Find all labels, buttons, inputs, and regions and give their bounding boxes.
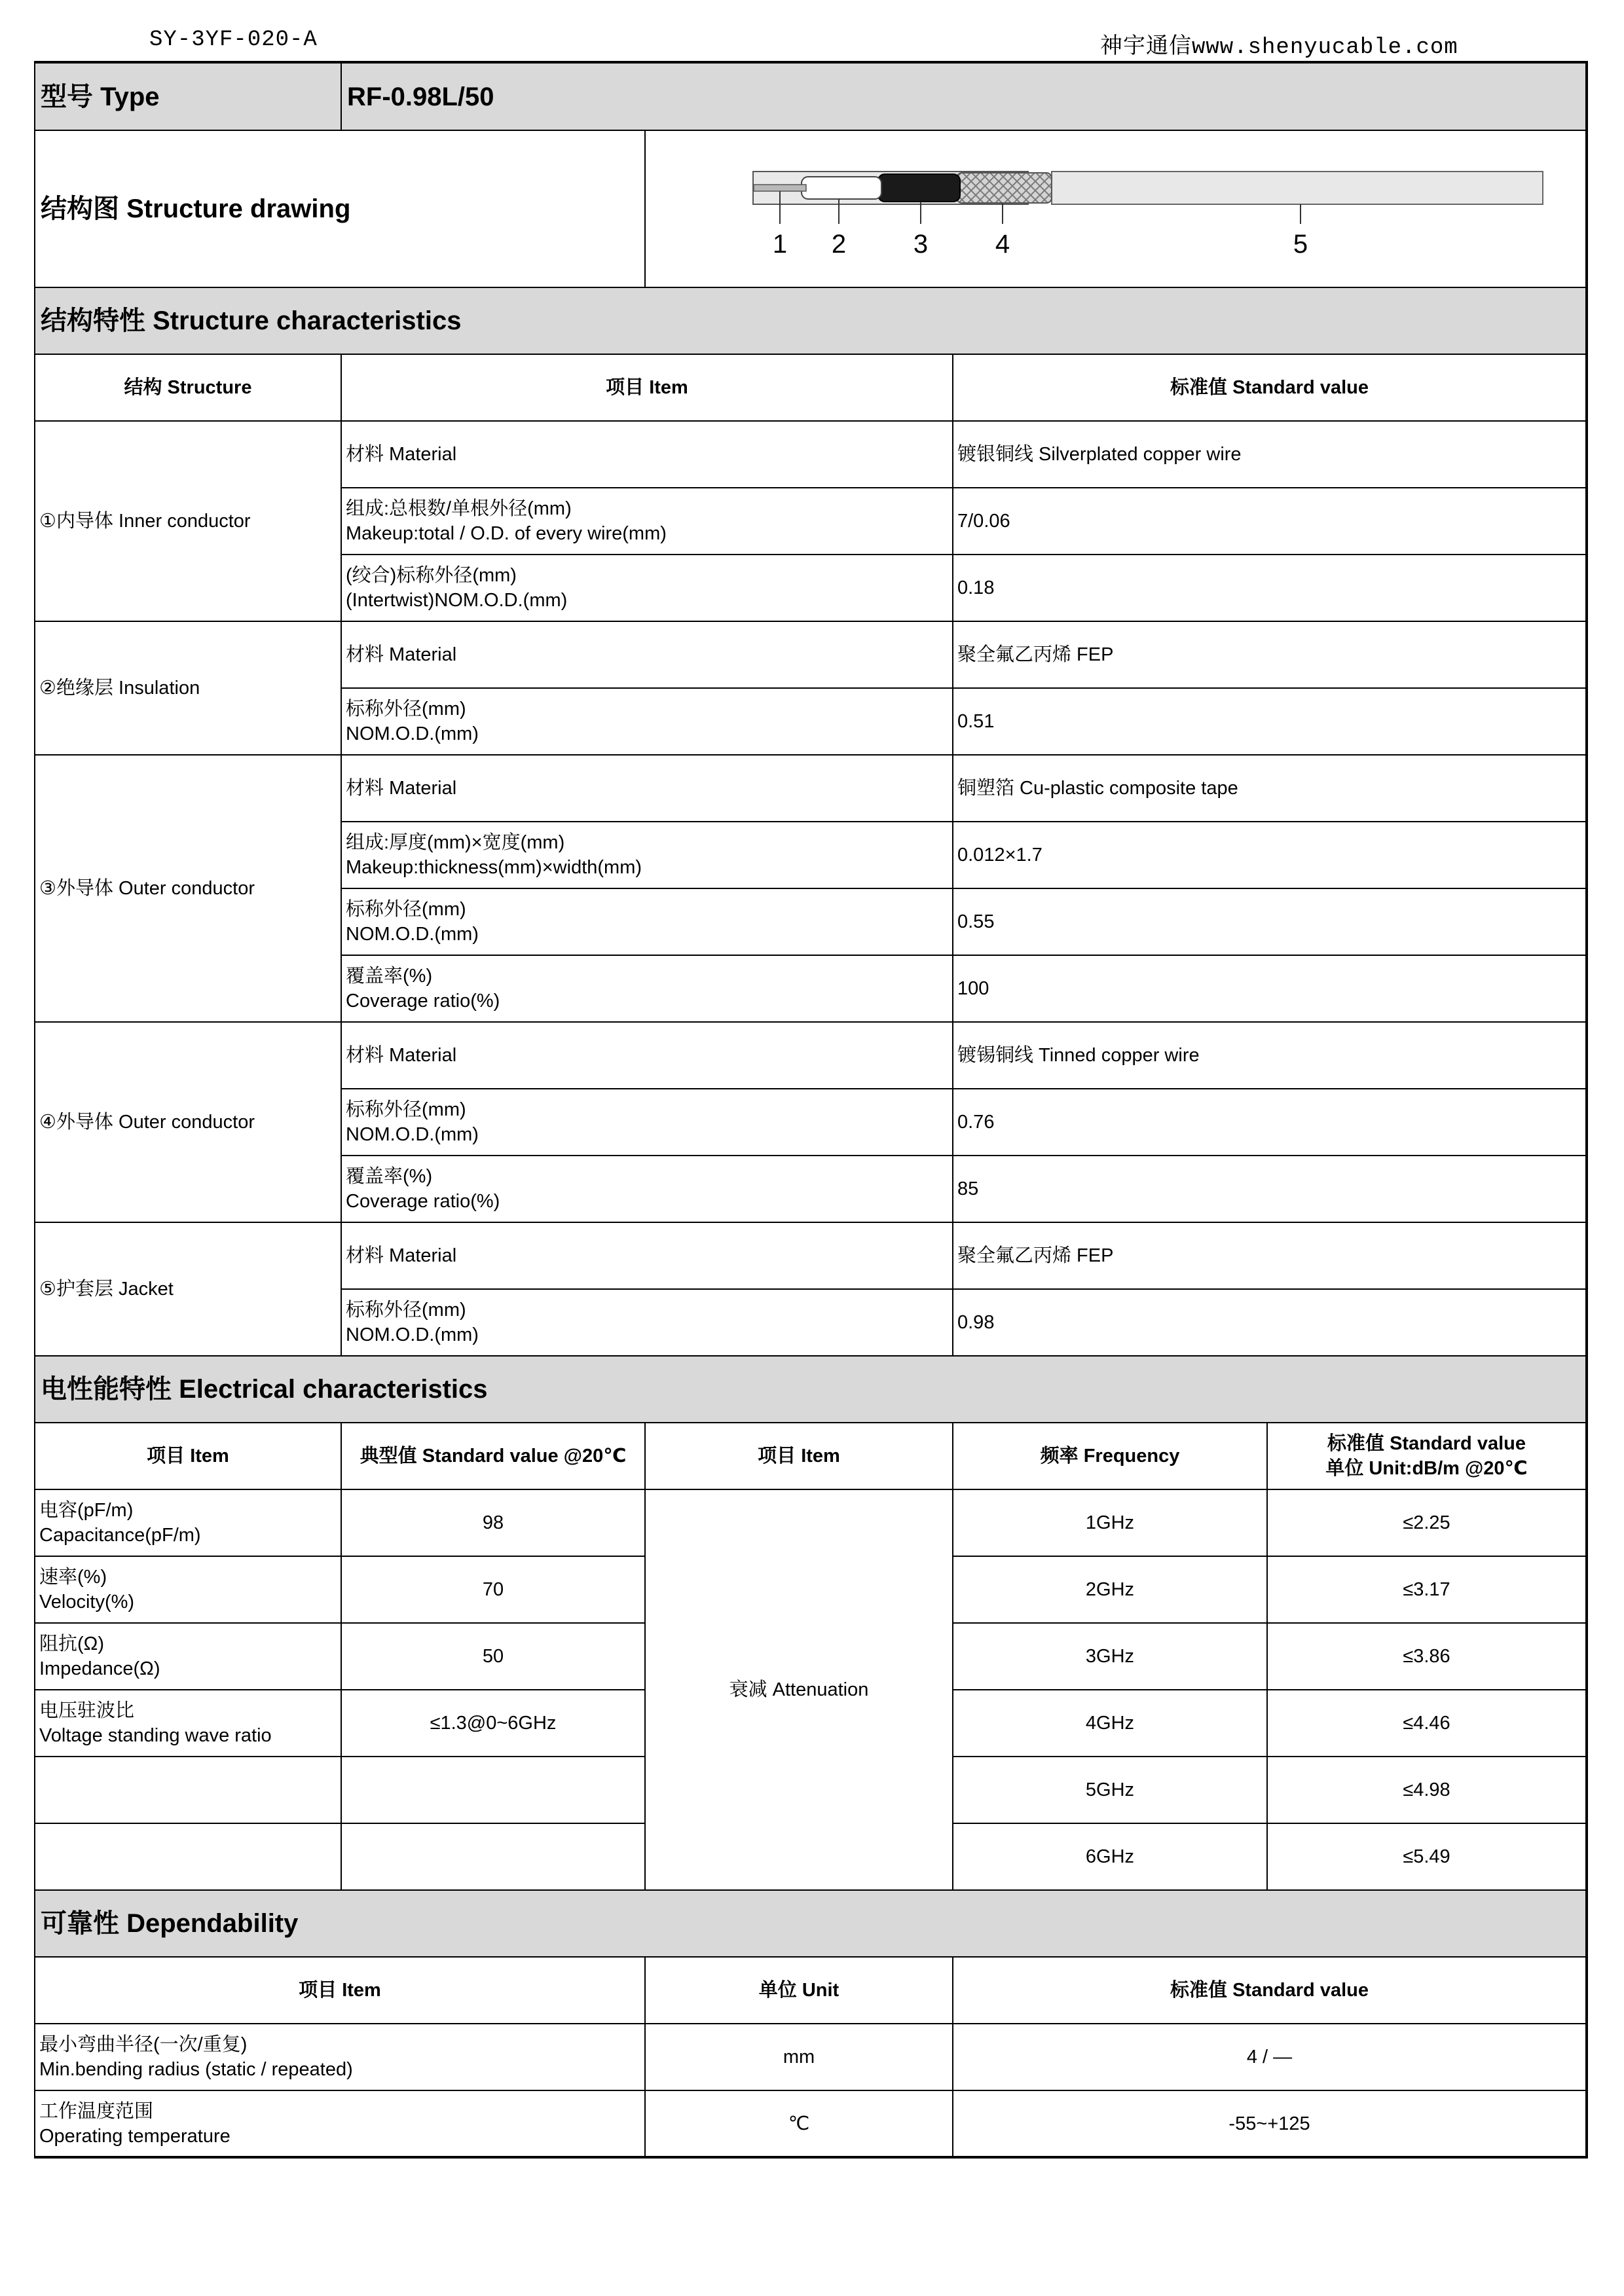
elec-parameter-line2: Capacitance(pF/m) (39, 1525, 201, 1546)
elec-parameter-line1: 电压驻波比 (39, 1700, 135, 1721)
drawing-number-5: 5 (1293, 230, 1308, 259)
cable-drawing (646, 131, 1576, 280)
structure-item (341, 421, 953, 488)
structure-item (341, 1089, 953, 1156)
dep-item-line1: 工作温度范围 (39, 2100, 154, 2122)
elec-parameter (35, 1690, 341, 1757)
structure-item (341, 1022, 953, 1089)
drawing-label: 结构图 Structure drawing (35, 130, 645, 287)
structure-item-line2: Coverage ratio(%) (346, 1191, 500, 1212)
drawing-row (35, 130, 1587, 287)
structure-header-row (35, 354, 1587, 421)
elec-attenuation-value: ≤5.49 (1267, 1823, 1587, 1890)
elec-parameter (35, 1489, 341, 1556)
type-label: 型号 Type (35, 62, 341, 130)
dep-unit-header: 单位 Unit (645, 1957, 953, 2024)
structure-item-line1: 材料 Material (346, 1045, 457, 1066)
elec-standard-header-line2: 单位 Unit:dB/m @20℃ (1325, 1458, 1528, 1479)
item-col-header: 项目 Item (341, 354, 953, 421)
structure-value: 镀银铜线 Silverplated copper wire (953, 421, 1587, 488)
elec-frequency: 3GHz (953, 1623, 1267, 1690)
elec-typical-value (341, 1823, 645, 1890)
structure-item (341, 955, 953, 1022)
braid-layer-4 (957, 173, 1052, 203)
electrical-section-row (35, 1356, 1587, 1423)
elec-parameter-line2: Velocity(%) (39, 1592, 135, 1613)
structure-item (341, 688, 953, 755)
dep-item-header: 项目 Item (35, 1957, 645, 2024)
structure-item (341, 822, 953, 888)
structure-value: 0.76 (953, 1089, 1587, 1156)
structure-section-title: 结构特性 Structure characteristics (35, 287, 1587, 354)
dep-value: -55~+125 (953, 2090, 1587, 2157)
dep-standard-header: 标准值 Standard value (953, 1957, 1587, 2024)
structure-item-line1: 标称外径(mm) (346, 699, 466, 720)
structure-row (35, 1222, 1587, 1289)
elec-frequency: 6GHz (953, 1823, 1267, 1890)
structure-value: 聚全氟乙丙烯 FEP (953, 1222, 1587, 1289)
structure-value: 0.012×1.7 (953, 822, 1587, 888)
drawing-number-1: 1 (772, 230, 788, 259)
type-row (35, 62, 1587, 130)
elec-typical-value (341, 1757, 645, 1823)
dependability-section-title: 可靠性 Dependability (35, 1890, 1587, 1957)
structure-item (341, 1156, 953, 1222)
structure-value: 镀锡铜线 Tinned copper wire (953, 1022, 1587, 1089)
structure-item-line1: 材料 Material (346, 778, 457, 799)
elec-attenuation-value: ≤4.98 (1267, 1757, 1587, 1823)
structure-section-row (35, 287, 1587, 354)
elec-typical-header: 典型值 Standard value @20℃ (341, 1423, 645, 1489)
type-value: RF-0.98L/50 (341, 62, 1587, 130)
structure-name: ④外导体 Outer conductor (35, 1022, 341, 1222)
structure-name: ②绝缘层 Insulation (35, 621, 341, 755)
structure-item-line1: 材料 Material (346, 444, 457, 465)
structure-item-line1: 标称外径(mm) (346, 899, 466, 920)
elec-typical-value: ≤1.3@0~6GHz (341, 1690, 645, 1757)
structure-name: ③外导体 Outer conductor (35, 755, 341, 1022)
structure-item (341, 488, 953, 555)
dependability-row (35, 2090, 1587, 2157)
structure-item-line2: NOM.O.D.(mm) (346, 1124, 479, 1145)
elec-parameter-line2: Impedance(Ω) (39, 1658, 160, 1679)
electrical-header-row (35, 1423, 1587, 1489)
structure-item-line1: (绞合)标称外径(mm) (346, 565, 517, 586)
elec-standard-header-line1: 标准值 Standard value (1327, 1433, 1526, 1454)
elec-typical-value: 70 (341, 1556, 645, 1623)
structure-item-line2: Makeup:thickness(mm)×width(mm) (346, 857, 642, 878)
structure-item-line1: 材料 Material (346, 1245, 457, 1266)
elec-parameter (35, 1823, 341, 1890)
structure-item-line1: 标称外径(mm) (346, 1099, 466, 1120)
structure-item-line1: 标称外径(mm) (346, 1300, 466, 1321)
structure-item (341, 1222, 953, 1289)
structure-name: ⑤护套层 Jacket (35, 1222, 341, 1356)
structure-value: 7/0.06 (953, 488, 1587, 555)
tape-layer-3 (878, 174, 960, 202)
structure-drawing (645, 130, 1587, 287)
structure-value: 85 (953, 1156, 1587, 1222)
inner-conductor-1 (754, 185, 806, 191)
structure-item-line2: NOM.O.D.(mm) (346, 924, 479, 945)
elec-typical-value: 98 (341, 1489, 645, 1556)
structure-item-line1: 组成:总根数/单根外径(mm) (346, 498, 572, 519)
dep-unit: ℃ (645, 2090, 953, 2157)
structure-item-line1: 组成:厚度(mm)×宽度(mm) (346, 832, 565, 853)
dep-item-line1: 最小弯曲半径(一次/重复) (39, 2034, 248, 2055)
elec-frequency: 4GHz (953, 1690, 1267, 1757)
structure-item-line1: 覆盖率(%) (346, 1166, 433, 1187)
structure-item-line2: NOM.O.D.(mm) (346, 723, 479, 744)
drawing-number-3: 3 (913, 230, 929, 259)
attenuation-label: 衰减 Attenuation (645, 1489, 953, 1890)
dep-value: 4 / — (953, 2024, 1587, 2090)
elec-frequency: 1GHz (953, 1489, 1267, 1556)
elec-frequency: 5GHz (953, 1757, 1267, 1823)
elec-parameter (35, 1556, 341, 1623)
structure-item (341, 888, 953, 955)
structure-value: 0.98 (953, 1289, 1587, 1356)
elec-typical-value: 50 (341, 1623, 645, 1690)
structure-value: 0.18 (953, 555, 1587, 621)
dep-item (35, 2024, 645, 2090)
elec-attenuation-value: ≤4.46 (1267, 1690, 1587, 1757)
elec-item-header: 项目 Item (35, 1423, 341, 1489)
structure-row (35, 755, 1587, 822)
document-code: SY-3YF-020-A (149, 27, 318, 52)
drawing-number-2: 2 (831, 230, 847, 259)
drawing-number-4: 4 (995, 230, 1010, 259)
structure-item (341, 1289, 953, 1356)
structure-name: ①内导体 Inner conductor (35, 421, 341, 621)
elec-parameter-line1: 电容(pF/m) (39, 1500, 134, 1521)
spec-table (34, 61, 1588, 2159)
standard-value-col-header: 标准值 Standard value (953, 354, 1587, 421)
structure-value: 铜塑箔 Cu-plastic composite tape (953, 755, 1587, 822)
electrical-row (35, 1489, 1587, 1556)
dep-item (35, 2090, 645, 2157)
elec-attenuation-value: ≤3.86 (1267, 1623, 1587, 1690)
structure-value: 0.51 (953, 688, 1587, 755)
dep-item-line2: Operating temperature (39, 2125, 231, 2147)
electrical-section-title: 电性能特性 Electrical characteristics (35, 1356, 1587, 1423)
structure-col-header: 结构 Structure (35, 354, 341, 421)
structure-item-line1: 材料 Material (346, 644, 457, 665)
structure-value: 0.55 (953, 888, 1587, 955)
elec-parameter-line1: 阻抗(Ω) (39, 1633, 104, 1654)
structure-row (35, 1022, 1587, 1089)
structure-item (341, 755, 953, 822)
structure-value: 聚全氟乙丙烯 FEP (953, 621, 1587, 688)
structure-item (341, 555, 953, 621)
elec-frequency: 2GHz (953, 1556, 1267, 1623)
dependability-row (35, 2024, 1587, 2090)
structure-item-line2: NOM.O.D.(mm) (346, 1324, 479, 1345)
structure-item-line2: Coverage ratio(%) (346, 991, 500, 1011)
elec-parameter (35, 1623, 341, 1690)
structure-item-line1: 覆盖率(%) (346, 966, 433, 987)
structure-row (35, 421, 1587, 488)
elec-parameter (35, 1757, 341, 1823)
dep-unit: mm (645, 2024, 953, 2090)
structure-row (35, 621, 1587, 688)
structure-value: 100 (953, 955, 1587, 1022)
insulation-layer-2 (802, 177, 881, 199)
structure-item-line2: Makeup:total / O.D. of every wire(mm) (346, 523, 667, 544)
company-website: 神宇通信www.shenyucable.com (1100, 35, 1458, 60)
dependability-header-row (35, 1957, 1587, 2024)
elec-frequency-header: 频率 Frequency (953, 1423, 1267, 1489)
elec-parameter-line1: 速率(%) (39, 1567, 107, 1588)
jacket-layer-5 (1052, 172, 1543, 204)
structure-item-line2: (Intertwist)NOM.O.D.(mm) (346, 590, 568, 611)
dependability-section-row (35, 1890, 1587, 1957)
dep-item-line2: Min.bending radius (static / repeated) (39, 2059, 353, 2080)
elec-standard-header (1267, 1423, 1587, 1489)
elec-attenuation-value: ≤2.25 (1267, 1489, 1587, 1556)
elec-parameter-line2: Voltage standing wave ratio (39, 1725, 272, 1746)
structure-item (341, 621, 953, 688)
elec-item2-header: 项目 Item (645, 1423, 953, 1489)
elec-attenuation-value: ≤3.17 (1267, 1556, 1587, 1623)
